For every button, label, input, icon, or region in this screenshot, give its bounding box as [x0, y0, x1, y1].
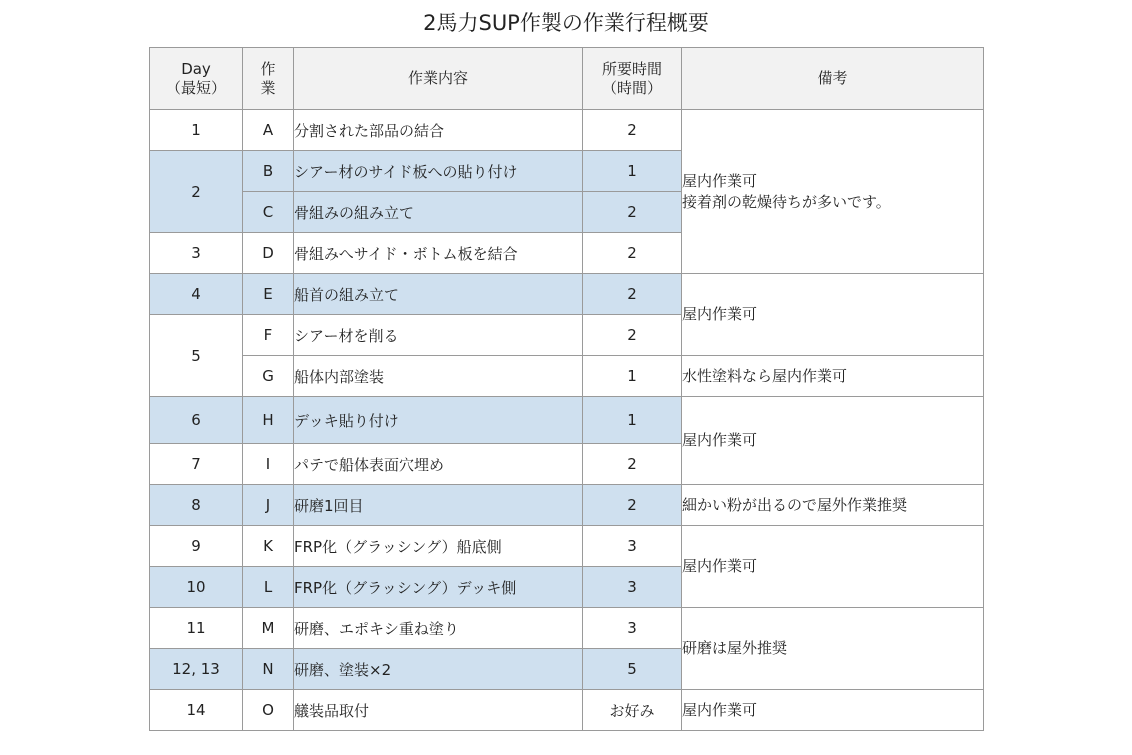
content-cell: FRP化（グラッシング）デッキ側: [294, 567, 583, 608]
content-cell: 船首の組み立て: [294, 274, 583, 315]
task-cell: L: [243, 567, 294, 608]
day-cell: 11: [150, 608, 243, 649]
content-cell: 骨組みへサイド・ボトム板を結合: [294, 233, 583, 274]
content-cell: 研磨、塗装×2: [294, 649, 583, 690]
hours-cell: 1: [583, 356, 682, 397]
hours-cell: 1: [583, 151, 682, 192]
notes-cell: 水性塗料なら屋内作業可: [682, 356, 984, 397]
task-cell: B: [243, 151, 294, 192]
header-task: 作 業: [243, 48, 294, 110]
day-cell: 1: [150, 110, 243, 151]
day-cell: 7: [150, 444, 243, 485]
hours-cell: 1: [583, 397, 682, 444]
content-cell: パテで船体表面穴埋め: [294, 444, 583, 485]
header-notes: 備考: [682, 48, 984, 110]
header-hours: 所要時間 （時間）: [583, 48, 682, 110]
task-cell: M: [243, 608, 294, 649]
task-cell: G: [243, 356, 294, 397]
hours-cell: 2: [583, 274, 682, 315]
table-row: [150, 608, 984, 649]
hours-cell: お好み: [583, 690, 682, 731]
task-cell: I: [243, 444, 294, 485]
content-cell: 分割された部品の結合: [294, 110, 583, 151]
day-cell: 3: [150, 233, 243, 274]
hours-cell: 3: [583, 567, 682, 608]
table-row: [150, 274, 984, 315]
notes-cell: 研磨は屋外推奨: [682, 608, 984, 690]
day-cell: 8: [150, 485, 243, 526]
header-day: Day （最短）: [150, 48, 243, 110]
table-row: [150, 356, 984, 397]
day-cell: 6: [150, 397, 243, 444]
hours-cell: 2: [583, 444, 682, 485]
task-cell: A: [243, 110, 294, 151]
content-cell: 船体内部塗装: [294, 356, 583, 397]
notes-cell: 屋内作業可: [682, 274, 984, 356]
notes-cell: 屋内作業可: [682, 397, 984, 485]
table-row: [150, 690, 984, 731]
day-cell: 14: [150, 690, 243, 731]
day-cell: 5: [150, 315, 243, 397]
content-cell: 研磨、エポキシ重ね塗り: [294, 608, 583, 649]
hours-cell: 2: [583, 110, 682, 151]
notes-cell: 屋内作業可: [682, 690, 984, 731]
task-cell: N: [243, 649, 294, 690]
day-cell: 2: [150, 151, 243, 233]
task-cell: C: [243, 192, 294, 233]
table-row: [150, 485, 984, 526]
notes-cell: 細かい粉が出るので屋外作業推奨: [682, 485, 984, 526]
task-cell: H: [243, 397, 294, 444]
table-row: [150, 397, 984, 444]
hours-cell: 2: [583, 192, 682, 233]
day-cell: 12, 13: [150, 649, 243, 690]
hours-cell: 5: [583, 649, 682, 690]
task-cell: K: [243, 526, 294, 567]
content-cell: 研磨1回目: [294, 485, 583, 526]
hours-cell: 3: [583, 526, 682, 567]
table-row: [150, 110, 984, 151]
header-content: 作業内容: [294, 48, 583, 110]
content-cell: 骨組みの組み立て: [294, 192, 583, 233]
content-cell: FRP化（グラッシング）船底側: [294, 526, 583, 567]
notes-cell: 屋内作業可: [682, 526, 984, 608]
hours-cell: 3: [583, 608, 682, 649]
hours-cell: 2: [583, 233, 682, 274]
hours-cell: 2: [583, 315, 682, 356]
task-cell: E: [243, 274, 294, 315]
notes-cell: 屋内作業可 接着剤の乾燥待ちが多いです。: [682, 110, 984, 274]
content-cell: シアー材を削る: [294, 315, 583, 356]
header-row: [150, 48, 984, 110]
day-cell: 4: [150, 274, 243, 315]
task-cell: J: [243, 485, 294, 526]
task-cell: F: [243, 315, 294, 356]
page-title: 2馬力SUP作製の作業行程概要: [423, 11, 709, 35]
content-cell: 艤装品取付: [294, 690, 583, 731]
day-cell: 10: [150, 567, 243, 608]
day-cell: 9: [150, 526, 243, 567]
table-row: [150, 526, 984, 567]
content-cell: シアー材のサイド板への貼り付け: [294, 151, 583, 192]
schedule-table: [149, 47, 984, 731]
content-cell: デッキ貼り付け: [294, 397, 583, 444]
task-cell: O: [243, 690, 294, 731]
hours-cell: 2: [583, 485, 682, 526]
task-cell: D: [243, 233, 294, 274]
